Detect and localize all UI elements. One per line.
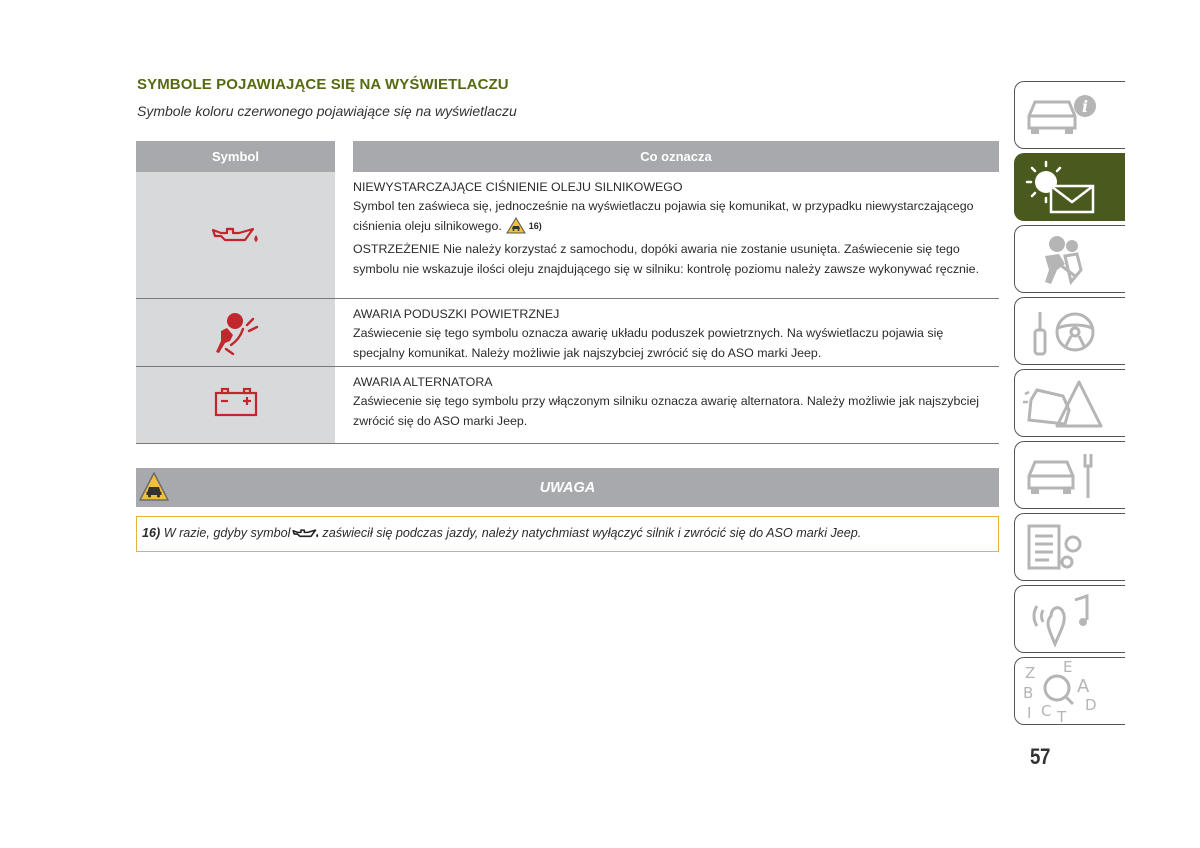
row-text: Zaświecenie się tego symbolu przy włączonym silniku oznacza awarię alternatora. Należy możliwie jak najszybciej zwrócić się do ASO marki Jeep. [353, 394, 979, 428]
index-letter: D [1085, 696, 1097, 714]
svg-text:i: i [1081, 97, 1089, 116]
side-tab-technical-data[interactable] [1014, 513, 1125, 581]
warning-title: UWAGA [539, 480, 596, 496]
meaning-cell [353, 367, 990, 443]
side-tab-maintenance[interactable] [1014, 441, 1125, 509]
index-letter: B [1023, 684, 1034, 702]
symbols-table [136, 141, 999, 444]
note-reference[interactable]: 16) [528, 220, 542, 231]
meaning-cell [353, 299, 990, 366]
table-row [136, 172, 999, 299]
index-letter: I [1027, 704, 1032, 722]
row-title: AWARIA PODUSZKI POWIETRZNEJ [353, 307, 560, 321]
side-tab-multimedia[interactable] [1014, 585, 1125, 653]
page-number: 57 [1030, 744, 1050, 769]
battery-icon [214, 387, 258, 417]
oil-pressure-icon [292, 527, 320, 540]
row-title: AWARIA ALTERNATORA [353, 375, 493, 389]
note-number: 16) [142, 526, 161, 540]
row-warning-text: OSTRZEŻENIE Nie należy korzystać z samochodu, dopóki awaria nie zostanie usunięta. Zaświecenie się tego symbolu nie wskazuje ilości oleju znajdującego się w silniku: kontrolę poziomu należy zawsze wykonywać ręcznie. [353, 242, 980, 276]
symbol-cell [136, 172, 335, 298]
table-row [136, 299, 999, 367]
side-tab-index[interactable] [1014, 657, 1125, 725]
car-maintenance-icon [1015, 442, 1126, 510]
meaning-cell [353, 172, 990, 298]
multimedia-icon [1015, 586, 1126, 654]
note-text-after: zaświecił się podczas jazdy, należy natychmiast wyłączyć silnik i zwrócić się do ASO marki Jeep. [322, 526, 862, 540]
section-title: SYMBOLE POJAWIAJĄCE SIĘ NA WYŚWIETLACZU [137, 76, 509, 93]
safety-airbag-icon [1015, 226, 1126, 294]
side-tab-warning-lights[interactable] [1014, 153, 1125, 221]
technical-data-icon [1015, 514, 1126, 582]
side-tab-safety[interactable] [1014, 225, 1125, 293]
index-letter: C [1041, 702, 1052, 720]
header-symbol: Symbol [136, 141, 335, 172]
index-letter: E [1063, 658, 1073, 676]
table-header [136, 141, 999, 172]
airbag-icon [213, 311, 259, 355]
key-steering-wheel-icon [1015, 298, 1126, 366]
index-letter: Z [1025, 664, 1036, 682]
table-row [136, 367, 999, 444]
warning-lights-message-icon [1015, 154, 1126, 222]
index-letter: T [1057, 708, 1067, 726]
car-emergency-icon [1015, 370, 1126, 438]
header-meaning: Co oznacza [353, 141, 999, 172]
side-tab-start-driving[interactable] [1014, 297, 1125, 365]
row-title: NIEWYSTARCZAJĄCE CIŚNIENIE OLEJU SILNIKOWEGO [353, 180, 683, 194]
car-info-icon [1015, 82, 1126, 150]
warning-header [136, 468, 999, 507]
section-subtitle: Symbole koloru czerwonego pojawiające się na wyświetlaczu [137, 103, 517, 119]
index-letter: A [1077, 676, 1090, 697]
row-text: Symbol ten zaświeca się, jednocześnie na wyświetlaczu pojawia się komunikat, w przypadku niewystarczającego ciśnienia oleju silnikowego. [353, 199, 974, 233]
warning-car-icon [506, 217, 526, 234]
side-tab-emergency[interactable] [1014, 369, 1125, 437]
index-search-icon [1015, 658, 1126, 726]
row-text: Zaświecenie się tego symbolu oznacza awarię układu poduszek powietrznych. Na wyświetlaczu pojawia się specjalny komunikat. Należy możliwie jak najszybciej zwrócić się do ASO marki Jeep. [353, 326, 944, 360]
note-text-before: W razie, gdyby symbol [163, 526, 291, 540]
symbol-cell [136, 299, 335, 366]
warning-note [136, 516, 999, 552]
symbol-cell [136, 367, 335, 443]
side-tab-car-info[interactable] [1014, 81, 1125, 149]
oil-pressure-icon [211, 224, 261, 246]
